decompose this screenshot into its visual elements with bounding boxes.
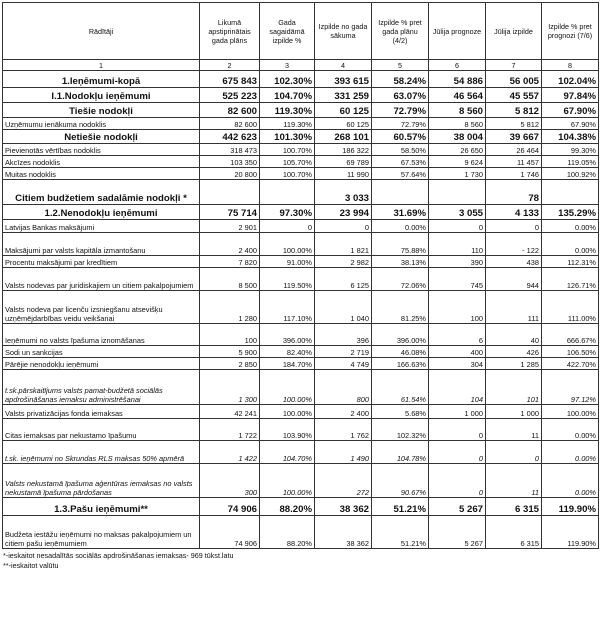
table-cell: 74 906 xyxy=(200,498,260,516)
table-cell: 111 xyxy=(486,291,542,324)
table-cell: 100 xyxy=(200,324,260,346)
table-cell: 82.40% xyxy=(260,346,315,358)
row-label: I.1.Nodokļu ieņēmumi xyxy=(3,88,200,103)
table-cell: 184.70% xyxy=(260,358,315,370)
column-header: Izpilde % pret prognozi (7/6) xyxy=(542,3,599,60)
table-cell: 400 xyxy=(429,346,486,358)
table-cell: 2 400 xyxy=(200,233,260,256)
table-cell: 396.00% xyxy=(372,324,429,346)
table-cell: 104 xyxy=(429,370,486,405)
revenue-table xyxy=(2,2,599,549)
table-row xyxy=(3,291,599,324)
table-cell xyxy=(200,180,260,205)
table-cell: 525 223 xyxy=(200,88,260,103)
table-cell: 5 812 xyxy=(486,118,542,130)
table-cell: 31.69% xyxy=(372,205,429,220)
table-cell: 46 564 xyxy=(429,88,486,103)
column-header: Izpilde % pret gada plānu (4/2) xyxy=(372,3,429,60)
table-cell: 9 624 xyxy=(429,156,486,168)
table-cell: 88.20% xyxy=(260,516,315,549)
table-cell: 20 800 xyxy=(200,168,260,180)
table-cell: 74 906 xyxy=(200,516,260,549)
table-cell: 8 560 xyxy=(429,103,486,118)
table-row xyxy=(3,498,599,516)
table-row xyxy=(3,256,599,268)
table-cell: 944 xyxy=(486,268,542,291)
table-cell: 91.00% xyxy=(260,256,315,268)
table-cell: 5 900 xyxy=(200,346,260,358)
table-cell: 119.90% xyxy=(542,498,599,516)
table-row xyxy=(3,405,599,419)
table-cell: 60.57% xyxy=(372,130,429,144)
table-cell: 8 500 xyxy=(200,268,260,291)
table-cell: 100.00% xyxy=(260,464,315,498)
row-label: Citas iemaksas par nekustamo īpašumu xyxy=(3,419,200,441)
table-row xyxy=(3,419,599,441)
row-label: Tiešie nodokļi xyxy=(3,103,200,118)
table-cell: 666.67% xyxy=(542,324,599,346)
table-cell: 0.00% xyxy=(542,441,599,464)
table-cell: 393 615 xyxy=(315,71,372,88)
table-cell: 45 557 xyxy=(486,88,542,103)
table-cell: 60 125 xyxy=(315,103,372,118)
table-cell: 4 133 xyxy=(486,205,542,220)
table-cell: 4 749 xyxy=(315,358,372,370)
table-row xyxy=(3,168,599,180)
column-number: 3 xyxy=(260,60,315,71)
table-cell: 0 xyxy=(260,220,315,233)
table-cell: 745 xyxy=(429,268,486,291)
table-cell xyxy=(542,180,599,205)
column-header: Izpilde no gada sākuma xyxy=(315,3,372,60)
table-cell: 67.90% xyxy=(542,118,599,130)
table-cell: 102.04% xyxy=(542,71,599,88)
table-cell xyxy=(372,180,429,205)
table-cell: 38 004 xyxy=(429,130,486,144)
table-cell: 300 xyxy=(200,464,260,498)
table-cell: 100.70% xyxy=(260,168,315,180)
table-cell: 58.24% xyxy=(372,71,429,88)
table-row xyxy=(3,144,599,156)
table-cell: 67.90% xyxy=(542,103,599,118)
table-cell: 135.29% xyxy=(542,205,599,220)
table-cell: 38.13% xyxy=(372,256,429,268)
report-wrapper xyxy=(2,2,598,571)
table-cell: 106.50% xyxy=(542,346,599,358)
row-label: t.sk.pārskaitījums valsts pamat-budžetā sociālās apdrošināšanas iemaksu administrēšanai xyxy=(3,370,200,405)
table-cell: 268 101 xyxy=(315,130,372,144)
row-label: Pievienotās vērtības nodoklis xyxy=(3,144,200,156)
column-number: 2 xyxy=(200,60,260,71)
column-number: 5 xyxy=(372,60,429,71)
table-cell: 5 267 xyxy=(429,516,486,549)
table-cell: 6 xyxy=(429,324,486,346)
table-cell: 0 xyxy=(429,441,486,464)
column-number: 7 xyxy=(486,60,542,71)
table-cell: 396 xyxy=(315,324,372,346)
table-cell: 100.00% xyxy=(260,233,315,256)
table-row xyxy=(3,220,599,233)
footnote: **-ieskaitot valūtu xyxy=(3,561,59,570)
row-label: Pārējie nenodokļu ieņēmumi xyxy=(3,358,200,370)
table-cell: 61.54% xyxy=(372,370,429,405)
table-cell: 103 350 xyxy=(200,156,260,168)
table-cell: 90.67% xyxy=(372,464,429,498)
column-header: Gada sagaidāmā izpilde % xyxy=(260,3,315,60)
table-cell: 81.25% xyxy=(372,291,429,324)
table-cell: 1 040 xyxy=(315,291,372,324)
table-cell: 396.00% xyxy=(260,324,315,346)
table-row xyxy=(3,88,599,103)
table-cell: 58.50% xyxy=(372,144,429,156)
table-cell: 1 300 xyxy=(200,370,260,405)
table-cell: 11 xyxy=(486,464,542,498)
table-cell: 40 xyxy=(486,324,542,346)
table-body xyxy=(3,71,599,549)
table-cell: 104.70% xyxy=(260,441,315,464)
table-cell: 304 xyxy=(429,358,486,370)
table-row xyxy=(3,118,599,130)
table-cell: 72.06% xyxy=(372,268,429,291)
table-cell: 422.70% xyxy=(542,358,599,370)
row-label: Budžeta iestāžu ieņēmumi no maksas pakalpojumiem un citiem pašu ieņēmumiem xyxy=(3,516,200,549)
table-cell: 1 722 xyxy=(200,419,260,441)
table-cell: 272 xyxy=(315,464,372,498)
column-number: 1 xyxy=(3,60,200,71)
table-cell: 51.21% xyxy=(372,516,429,549)
table-cell: 5 812 xyxy=(486,103,542,118)
table-cell: 3 055 xyxy=(429,205,486,220)
table-cell: 72.79% xyxy=(372,118,429,130)
table-row xyxy=(3,130,599,144)
table-cell: 97.30% xyxy=(260,205,315,220)
table-cell: 119.90% xyxy=(542,516,599,549)
table-cell: 426 xyxy=(486,346,542,358)
table-cell: 38 362 xyxy=(315,516,372,549)
table-cell: 63.07% xyxy=(372,88,429,103)
table-cell: 26 650 xyxy=(429,144,486,156)
table-cell: 101.30% xyxy=(260,130,315,144)
row-label: 1.2.Nenodokļu ieņēmumi xyxy=(3,205,200,220)
table-cell: 3 033 xyxy=(315,180,372,205)
column-number: 8 xyxy=(542,60,599,71)
table-cell: 67.53% xyxy=(372,156,429,168)
table-header-row xyxy=(3,3,599,60)
row-label: 1.Ieņēmumi-kopā xyxy=(3,71,200,88)
table-cell: 100.92% xyxy=(542,168,599,180)
table-cell: 2 850 xyxy=(200,358,260,370)
row-label: Ieņēmumi no valsts īpašuma iznomāšanas xyxy=(3,324,200,346)
table-cell: 101 xyxy=(486,370,542,405)
table-cell: 8 560 xyxy=(429,118,486,130)
row-label: Akcīzes nodoklis xyxy=(3,156,200,168)
table-cell: 119.30% xyxy=(260,103,315,118)
table-cell: 75.88% xyxy=(372,233,429,256)
table-cell: 800 xyxy=(315,370,372,405)
table-cell: 6 125 xyxy=(315,268,372,291)
table-cell: 60 125 xyxy=(315,118,372,130)
row-label: Valsts nodevas par juridiskajiem un citiem pakalpojumiem xyxy=(3,268,200,291)
table-cell: 75 714 xyxy=(200,205,260,220)
table-cell: 1 285 xyxy=(486,358,542,370)
column-number: 6 xyxy=(429,60,486,71)
column-header: Likumā apstiprinātais gada plāns xyxy=(200,3,260,60)
table-cell: 675 843 xyxy=(200,71,260,88)
footnotes xyxy=(2,551,598,571)
table-cell: 0.00% xyxy=(542,464,599,498)
table-cell: 110 xyxy=(429,233,486,256)
table-cell: 39 667 xyxy=(486,130,542,144)
table-cell: 1 821 xyxy=(315,233,372,256)
row-label: Maksājumi par valsts kapitāla izmantošanu xyxy=(3,233,200,256)
table-cell: 5.68% xyxy=(372,405,429,419)
table-cell: 82 600 xyxy=(200,103,260,118)
row-label: t.sk. ieņēmumi no Skrundas RLS maksas 50% apmērā xyxy=(3,441,200,464)
table-cell: 38 362 xyxy=(315,498,372,516)
table-cell: 7 820 xyxy=(200,256,260,268)
table-cell: 111.00% xyxy=(542,291,599,324)
column-header: Rādītāji xyxy=(3,3,200,60)
column-header: Jūlija izpilde xyxy=(486,3,542,60)
table-cell: 119.50% xyxy=(260,268,315,291)
table-row xyxy=(3,71,599,88)
table-cell: 97.12% xyxy=(542,370,599,405)
table-cell: 72.79% xyxy=(372,103,429,118)
row-label: Muitas nodoklis xyxy=(3,168,200,180)
table-cell: 11 xyxy=(486,419,542,441)
row-label: Valsts nodeva par licenču izsniegšanu atsevišķu uzņēmējdarbības veidu veikšanai xyxy=(3,291,200,324)
table-cell: 78 xyxy=(486,180,542,205)
table-cell: 51.21% xyxy=(372,498,429,516)
table-cell: 2 719 xyxy=(315,346,372,358)
table-cell: 2 901 xyxy=(200,220,260,233)
table-cell: 100.70% xyxy=(260,144,315,156)
table-cell: 0 xyxy=(315,220,372,233)
table-row xyxy=(3,358,599,370)
table-row xyxy=(3,233,599,256)
table-cell: 0 xyxy=(429,419,486,441)
table-cell: 2 400 xyxy=(315,405,372,419)
table-cell: 42 241 xyxy=(200,405,260,419)
table-cell: 119.05% xyxy=(542,156,599,168)
table-row xyxy=(3,103,599,118)
table-cell: 0 xyxy=(429,220,486,233)
table-cell: 186 322 xyxy=(315,144,372,156)
table-cell: 54 886 xyxy=(429,71,486,88)
row-label: Valsts privatizācijas fonda iemaksas xyxy=(3,405,200,419)
table-cell: 0 xyxy=(429,464,486,498)
table-cell: 5 267 xyxy=(429,498,486,516)
table-cell: 82 600 xyxy=(200,118,260,130)
table-cell: 117.10% xyxy=(260,291,315,324)
row-label: 1.3.Pašu ieņēmumi** xyxy=(3,498,200,516)
table-cell: 2 982 xyxy=(315,256,372,268)
table-cell: 1 000 xyxy=(429,405,486,419)
table-row xyxy=(3,441,599,464)
column-number-row xyxy=(3,60,599,71)
table-cell: 331 259 xyxy=(315,88,372,103)
table-cell: 11 457 xyxy=(486,156,542,168)
table-cell xyxy=(260,180,315,205)
table-cell: 100.00% xyxy=(260,370,315,405)
table-cell: 11 990 xyxy=(315,168,372,180)
table-cell: 1 762 xyxy=(315,419,372,441)
table-cell: 103.90% xyxy=(260,419,315,441)
row-label: Sodi un sankcijas xyxy=(3,346,200,358)
row-label: Citiem budžetiem sadalāmie nodokļi * xyxy=(3,180,200,205)
table-row xyxy=(3,516,599,549)
table-cell: 1 730 xyxy=(429,168,486,180)
table-row xyxy=(3,156,599,168)
table-row xyxy=(3,205,599,220)
table-row xyxy=(3,370,599,405)
table-cell: 6 315 xyxy=(486,516,542,549)
table-cell: 0.00% xyxy=(542,220,599,233)
table-cell: 100.00% xyxy=(542,405,599,419)
table-cell: 99.30% xyxy=(542,144,599,156)
table-cell: 390 xyxy=(429,256,486,268)
table-cell: 57.64% xyxy=(372,168,429,180)
table-cell: 0.00% xyxy=(372,220,429,233)
table-cell: 119.30% xyxy=(260,118,315,130)
table-cell: 438 xyxy=(486,256,542,268)
table-cell: 0 xyxy=(486,220,542,233)
table-cell: 100.00% xyxy=(260,405,315,419)
table-cell: 0.00% xyxy=(542,233,599,256)
column-number: 4 xyxy=(315,60,372,71)
table-cell: 126.71% xyxy=(542,268,599,291)
table-cell: 6 315 xyxy=(486,498,542,516)
table-cell: 1 280 xyxy=(200,291,260,324)
table-cell: 442 623 xyxy=(200,130,260,144)
table-row xyxy=(3,324,599,346)
table-cell: 318 473 xyxy=(200,144,260,156)
table-cell: 26 464 xyxy=(486,144,542,156)
table-row xyxy=(3,346,599,358)
row-label: Procentu maksājumi par kredītiem xyxy=(3,256,200,268)
table-cell: 1 422 xyxy=(200,441,260,464)
table-row xyxy=(3,464,599,498)
table-cell: 88.20% xyxy=(260,498,315,516)
footnote: *-ieskaitot nesadalītās sociālās apdrošināšanas iemaksas- 969 tūkst.latu xyxy=(3,551,234,560)
table-cell: 0 xyxy=(486,441,542,464)
row-label: Latvijas Bankas maksājumi xyxy=(3,220,200,233)
table-cell: 46.08% xyxy=(372,346,429,358)
table-cell: 69 789 xyxy=(315,156,372,168)
row-label: Netiešie nodokļi xyxy=(3,130,200,144)
row-label: Valsts nekustamā īpašuma aģentūras iemaksas no valsts nekustamā īpašuma pārdošanas xyxy=(3,464,200,498)
column-header: Jūlija prognoze xyxy=(429,3,486,60)
table-cell: 1 490 xyxy=(315,441,372,464)
table-cell: 0.00% xyxy=(542,419,599,441)
table-cell: 112.31% xyxy=(542,256,599,268)
table-cell: 56 005 xyxy=(486,71,542,88)
table-cell: 23 994 xyxy=(315,205,372,220)
table-row xyxy=(3,180,599,205)
table-cell: 1 000 xyxy=(486,405,542,419)
table-cell: 97.84% xyxy=(542,88,599,103)
table-cell: 102.32% xyxy=(372,419,429,441)
table-cell: 105.70% xyxy=(260,156,315,168)
table-cell xyxy=(429,180,486,205)
table-cell: 166.63% xyxy=(372,358,429,370)
table-cell: 1 746 xyxy=(486,168,542,180)
table-cell: 104.38% xyxy=(542,130,599,144)
table-cell: 102.30% xyxy=(260,71,315,88)
row-label: Uzņēmumu ienākuma nodoklis xyxy=(3,118,200,130)
table-cell: - 122 xyxy=(486,233,542,256)
table-cell: 100 xyxy=(429,291,486,324)
table-cell: 104.78% xyxy=(372,441,429,464)
table-cell: 104.70% xyxy=(260,88,315,103)
table-row xyxy=(3,268,599,291)
